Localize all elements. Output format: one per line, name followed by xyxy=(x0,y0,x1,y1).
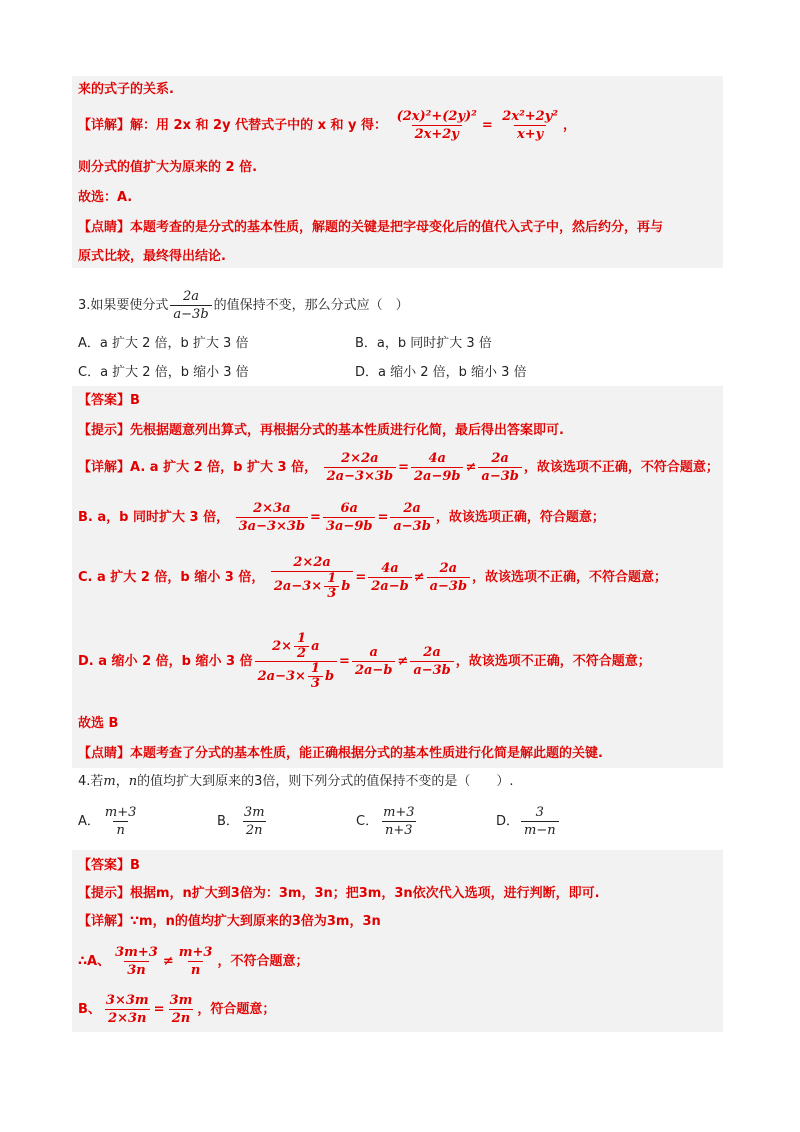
option-4a: A． $\frac{m+3}{n}$ xyxy=(78,805,137,838)
box1-detail-line: 【详解】解：用 2x 和 2y 代替式子中的 x 和 y 得： $\frac{\text{(2x)²+(2y)²}}{2x+2y}$ = $\frac{\text{2x²+2y²}}{x+y}$ ， xyxy=(78,109,576,142)
box3-option-a: ∴A、 $\frac{3m+3}{3n}$ ≠ $\frac{m+3}{n}$ ，不符合题意； xyxy=(78,945,309,978)
box2-comment: 【点睛】本题考查了分式的基本性质，能正确根据分式的基本性质进行化简是解此题的关键. xyxy=(78,746,603,761)
box1-line1: 来的式子的关系. xyxy=(78,82,174,97)
math-fraction: $\frac{\text{2x²+2y²}}{x+y}$ xyxy=(502,109,558,142)
box2-detail-a: 【详解】A. a 扩大 2 倍，b 扩大 3 倍， $\frac{2\times 2a}{2a-3\times 3b}$ = $\frac{4a}{2a-9b}$ ≠ $\frac{2a}{a-3b}$ ，故该选项不正确，不符合题意； xyxy=(78,451,719,484)
question-3-stem: 3.如果要使分式 $\frac{2a}{a-3b}$ 的值保持不变，那么分式应（ ） xyxy=(78,289,409,322)
box2-choose: 故选 B xyxy=(78,716,119,731)
option-4b: B． $\frac{3m}{2n}$ xyxy=(217,805,265,838)
box1-comment2: 原式比较，最终得出结论. xyxy=(78,249,226,264)
box3-detail: 【详解】∵m，n的值均扩大到原来的3倍为3m，3n xyxy=(78,914,381,929)
box1-line4: 故选：A. xyxy=(78,190,133,205)
box2-detail-d: D. a 缩小 2 倍，b 缩小 3 倍 2× $\frac{1}{2}$ a 2a−3× $\frac{1}{3}$ b = $\frac{a}{2a-b}$ ≠ $\frac{2a}{a-3b}$ ，故该选项不正确，不符合题意； xyxy=(78,631,651,691)
option-3b: B．a，b 同时扩大 3 倍 xyxy=(355,336,492,351)
box2-detail-b: B. a，b 同时扩大 3 倍， $\frac{2\times 3a}{3a-3\times 3b}$ = $\frac{6a}{3a-9b}$ = $\frac{2a}{a-3b}$ ，故该选项正确，符合题意； xyxy=(78,501,605,534)
box3-answer: 【答案】B xyxy=(78,858,140,873)
box2-answer: 【答案】B xyxy=(78,393,140,408)
box2-detail-c: C. a 扩大 2 倍，b 缩小 3 倍， 2×2a 2a−3× $\frac{1}{3}$ b = $\frac{4a}{2a-b}$ ≠ $\frac{2a}{a-3b}$ ，故该选项不正确，不符合题意； xyxy=(78,555,668,601)
question-4-stem: 4.若m，n的值均扩大到原来的3倍，则下列分式的值保持不变的是（ ）. xyxy=(78,774,514,789)
box3-option-b: B、 $\frac{3\times 3m}{2\times 3n}$ = $\frac{3m}{2n}$ ，符合题意； xyxy=(78,993,276,1026)
option-4c: C． $\frac{m+3}{n+3}$ xyxy=(356,805,415,838)
box1-line3: 则分式的值扩大为原来的 2 倍. xyxy=(78,160,258,175)
math-fraction: $\frac{\text{(2x)²+(2y)²}}{2x+2y}$ xyxy=(396,109,477,142)
option-4d: D． $\frac{3}{m-n}$ xyxy=(496,802,561,842)
option-3a: A．a 扩大 2 倍，b 扩大 3 倍 xyxy=(78,336,249,351)
option-3c: C．a 扩大 2 倍，b 缩小 3 倍 xyxy=(78,365,249,380)
box2-hint: 【提示】先根据题意列出算式，再根据分式的基本性质进行化简，最后得出答案即可. xyxy=(78,423,564,438)
option-3d: D．a 缩小 2 倍，b 缩小 3 倍 xyxy=(355,365,527,380)
box3-hint: 【提示】根据m，n扩大到3倍为：3m，3n；把3m，3n依次代入选项，进行判断，即可. xyxy=(78,886,600,901)
box1-comment1: 【点睛】本题考查的是分式的基本性质，解题的关键是把字母变化后的值代入式子中，然后约分，再与 xyxy=(78,220,664,235)
